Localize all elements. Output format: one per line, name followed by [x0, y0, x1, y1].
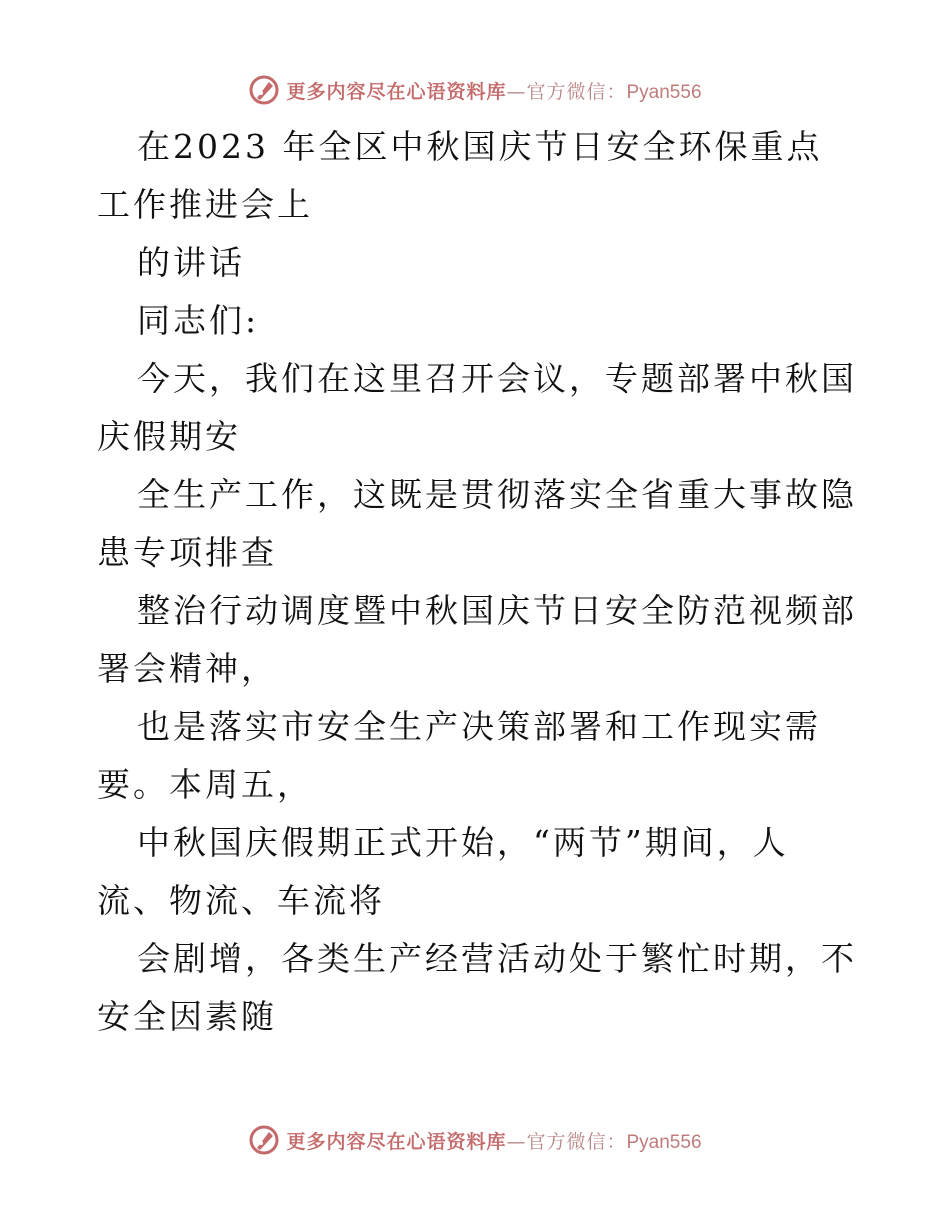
watermark-wechat-label: 官方微信： [526, 1130, 627, 1153]
paragraph-title: 在2023 年全区中秋国庆节日安全环保重点工作推进会上 [97, 127, 823, 224]
watermark-wechat-id: Pyan556 [626, 1131, 702, 1153]
watermark-brand: 更多内容尽在心语资料库 [286, 80, 507, 103]
watermark-separator: — [506, 80, 527, 103]
footer-watermark [0, 1120, 950, 1160]
paragraph: 全生产工作，这既是贯彻落实全省重大事故隐患专项排查 [97, 475, 857, 572]
document-body [97, 118, 857, 1046]
watermark-separator: — [506, 1130, 527, 1153]
watermark-wechat-label: 官方微信： [526, 80, 627, 103]
pen-nib-logo-icon [248, 1124, 280, 1156]
paragraph-title-continued: 的讲话 [137, 243, 245, 282]
watermark-text [286, 77, 701, 104]
paragraph-salutation: 同志们: [137, 301, 260, 340]
paragraph: 今天，我们在这里召开会议，专题部署中秋国庆假期安 [97, 359, 857, 456]
watermark-text [286, 1127, 701, 1154]
watermark-wechat-id: Pyan556 [626, 81, 702, 103]
paragraph: 会剧增，各类生产经营活动处于繁忙时期，不安全因素随 [97, 939, 857, 1036]
header-watermark [0, 70, 950, 110]
paragraph: 也是落实市安全生产决策部署和工作现实需要。本周五， [97, 707, 821, 804]
paragraph: 整治行动调度暨中秋国庆节日安全防范视频部署会精神， [97, 591, 857, 688]
paragraph: 中秋国庆假期正式开始，“两节”期间，人流、物流、车流将 [97, 823, 789, 920]
pen-nib-logo-icon [248, 74, 280, 106]
watermark-brand: 更多内容尽在心语资料库 [286, 1130, 507, 1153]
